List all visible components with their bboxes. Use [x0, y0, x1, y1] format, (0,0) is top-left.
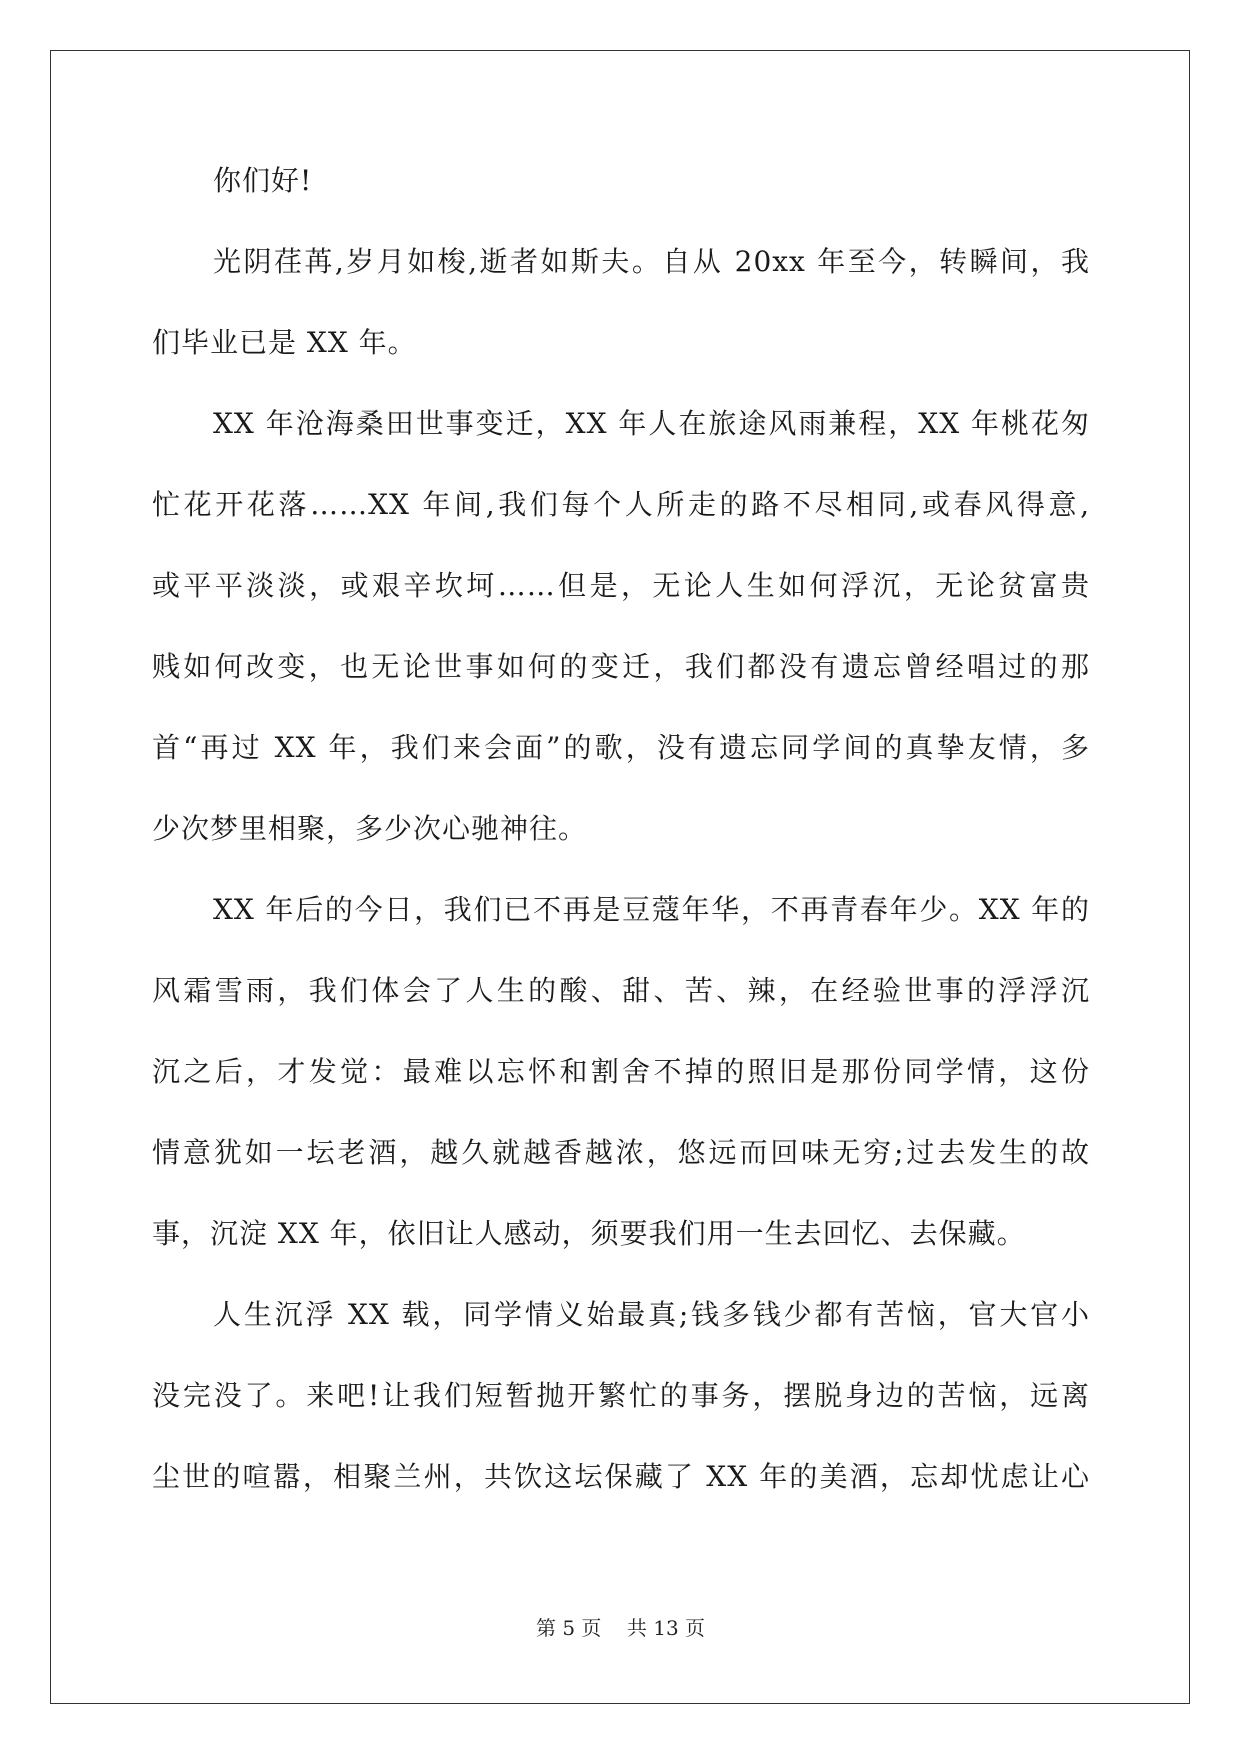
paragraph-2-line-3: 或平平淡淡，或艰辛坎坷……但是，无论人生如何浮沉，无论贫富贵 [152, 569, 1090, 602]
total-pages: 共 13 页 [626, 1616, 706, 1640]
footer-gap [601, 1616, 626, 1640]
paragraph-4-line-1: 人生沉浮 XX 载，同学情义始最真;钱多钱少都有苦恼，官大官小 [213, 1298, 1090, 1331]
document-body [152, 160, 1090, 1537]
paragraph-3-line-3: 沉之后，才发觉：最难以忘怀和割舍不掉的照旧是那份同学情，这份 [152, 1055, 1090, 1088]
paragraph-2-line-1: XX 年沧海桑田世事变迁，XX 年人在旅途风雨兼程，XX 年桃花匆 [213, 407, 1090, 440]
greeting-line: 你们好! [213, 164, 313, 197]
paragraph-4-line-3: 尘世的喧嚣，相聚兰州，共饮这坛保藏了 XX 年的美酒，忘却忧虑让心 [152, 1460, 1090, 1493]
page-footer [0, 1616, 1241, 1640]
paragraph-2-line-6: 少次梦里相聚，多少次心驰神往。 [152, 812, 588, 845]
paragraph-3-line-5: 事，沉淀 XX 年，依旧让人感动，须要我们用一生去回忆、去保藏。 [152, 1217, 1026, 1250]
paragraph-4-line-2: 没完没了。来吧!让我们短暂抛开繁忙的事务，摆脱身边的苦恼，远离 [152, 1379, 1090, 1412]
paragraph-3-line-1: XX 年后的今日，我们已不再是豆蔻年华，不再青春年少。XX 年的 [213, 893, 1090, 926]
paragraph-2-line-5: 首“再过 XX 年，我们来会面”的歌，没有遗忘同学间的真挚友情，多 [152, 731, 1090, 764]
paragraph-2-line-2: 忙花开花落……XX 年间,我们每个人所走的路不尽相同,或春风得意, [152, 488, 1090, 521]
paragraph-1-line-1: 光阴荏苒,岁月如梭,逝者如斯夫。自从 20xx 年至今，转瞬间，我 [213, 245, 1090, 278]
paragraph-1-line-2: 们毕业已是 XX 年。 [152, 326, 417, 359]
paragraph-3-line-4: 情意犹如一坛老酒，越久就越香越浓，悠远而回味无穷;过去发生的故 [152, 1136, 1090, 1169]
paragraph-2-line-4: 贱如何改变，也无论世事如何的变迁，我们都没有遗忘曾经唱过的那 [152, 650, 1090, 683]
page-number: 第 5 页 [535, 1616, 602, 1640]
paragraph-3-line-2: 风霜雪雨，我们体会了人生的酸、甜、苦、辣，在经验世事的浮浮沉 [152, 974, 1090, 1007]
